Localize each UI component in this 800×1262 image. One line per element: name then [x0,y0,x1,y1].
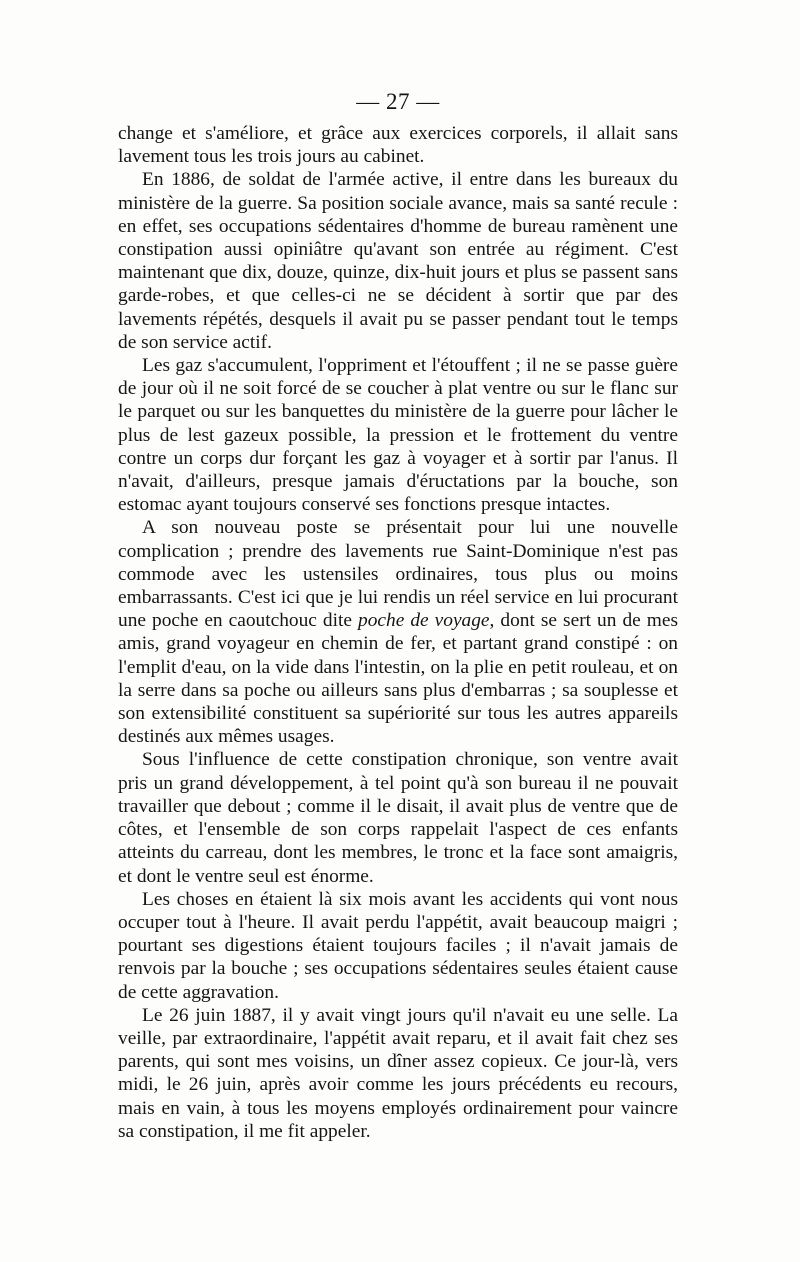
paragraph-4-italic-term: poche de voyage [358,610,490,632]
paragraph-2: En 1886, de soldat de l'armée active, il entre dans les bureaux du ministère de la guerre. Sa position sociale avance, mais sa santé recule : en effet, ses occupations sédentaires d'homme de bureau ramènent une constipation aussi opiniâtre qu'avant son entrée au régiment. C'est maintenant que dix, douze, quinze, dix-huit jours et plus se passent sans garde-robes, et que celles-ci ne se décident à sortir que par des lavements répétés, desquels il avait pu se passer pendant tout le temps de son service actif. [118,169,678,353]
paragraph-6: Les choses en étaient là six mois avant les accidents qui vont nous occuper tout à l'heure. Il avait perdu l'appétit, avait beaucoup maigri ; pourtant ses digestions étaient toujours faciles ; il n'avait jamais de renvois par la bouche ; ses occupations sédentaires seules étaient cause de cette aggravation. [118,888,678,1003]
paragraph-3: Les gaz s'accumulent, l'oppriment et l'étouffent ; il ne se passe guère de jour où il ne soit forcé de se coucher à plat ventre ou sur le flanc sur le parquet ou sur les banquettes du ministère de la guerre pour lâcher le plus de lest gazeux possible, la pression et le frottement du ventre contre un corps dur forçant les gaz à voyager et à sortir par l'anus. Il n'avait, d'ailleurs, presque jamais d'éructations par la bouche, son estomac ayant toujours conservé ses fonctions presque intactes. [118,355,678,516]
page-number: — 27 — [356,89,440,114]
paragraph-5: Sous l'influence de cette constipation chronique, son ventre avait pris un grand développement, à tel point qu'à son bureau il ne pouvait travailler que debout ; comme il le disait, il avait plus de ventre que de côtes, et l'ensemble de son corps rappelait l'aspect de ces enfants atteints du carreau, dont les membres, le tronc et la face sont amaigris, et dont le ventre seul est énorme. [118,749,678,887]
paragraph-4 [118,516,678,748]
book-page [118,88,678,1238]
paragraph-1: change et s'améliore, et grâce aux exercices corporels, il allait sans lavement tous les trois jours au cabinet. [118,123,678,168]
paragraph-4-text-before: A son nouveau poste se présentait pour lui une nouvelle complication ; prendre des lavements rue Saint-Dominique n'est pas commode avec les ustensiles ordinaires, tous plus ou moins embarrassants. C'est ici que je lui rendis un réel service en lui procurant une poche en caoutchouc dite [118,517,678,632]
paragraph-4-text-after: , dont se sert un de mes amis, grand voyageur en chemin de fer, et partant grand constipé : on l'emplit d'eau, on la vide dans l'intestin, on la plie en petit rouleau, et on la serre dans sa poche ou ailleurs sans plus d'embarras ; sa souplesse et son extensibilité constituent sa supériorité sur tous les autres appareils destinés aux mêmes usages. [118,610,678,748]
paragraph-7: Le 26 juin 1887, il y avait vingt jours qu'il n'avait eu une selle. La veille, par extraordinaire, l'appétit avait reparu, et il avait fait chez ses parents, qui sont mes voisins, un dîner assez copieux. Ce jour-là, vers midi, le 26 juin, après avoir comme les jours précédents eu recours, mais en vain, à tous les moyens employés ordinairement pour vaincre sa constipation, il me fit appeler. [118,1004,678,1142]
